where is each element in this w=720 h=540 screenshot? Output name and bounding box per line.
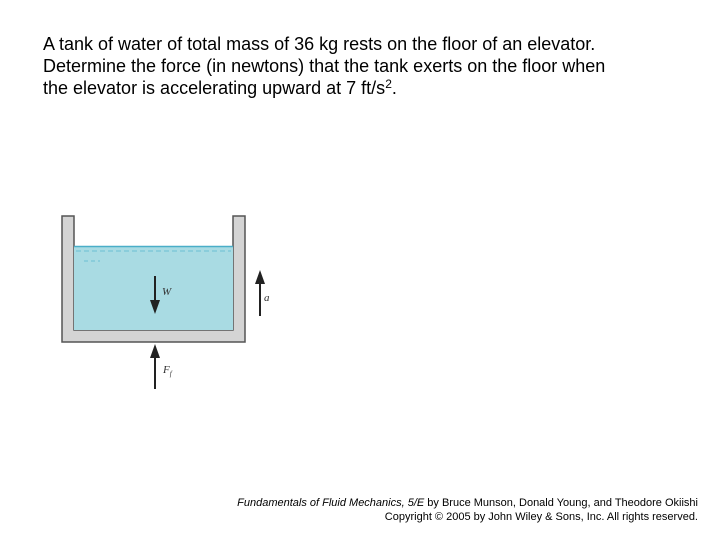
- credit-line-1: [237, 496, 698, 510]
- book-authors: by Bruce Munson, Donald Young, and Theodore Okiishi: [424, 497, 698, 509]
- floor-force-arrow: [150, 344, 160, 389]
- problem-line-3-end: .: [391, 78, 397, 98]
- weight-label: W: [162, 286, 172, 298]
- units-exponent: 2: [385, 77, 392, 91]
- figure-credit: [237, 496, 698, 524]
- floor-force-label: [162, 364, 173, 378]
- floor-force-subscript: f: [169, 370, 172, 378]
- acceleration-label: a: [264, 292, 270, 304]
- floor-force-symbol: F: [163, 364, 170, 376]
- problem-line-1: A tank of water of total mass of 36 kg rests on the floor of an elevator.: [43, 34, 596, 54]
- copyright-line: Copyright © 2005 by John Wiley & Sons, Inc. All rights reserved.: [384, 511, 698, 523]
- problem-line-3-text: the elevator is accelerating upward at 7 ft/s: [43, 78, 386, 98]
- problem-line-2: Determine the force (in newtons) that the tank exerts on the floor when: [43, 56, 606, 76]
- water-body: [74, 246, 233, 330]
- book-title: Fundamentals of Fluid Mechanics, 5/E: [237, 497, 425, 509]
